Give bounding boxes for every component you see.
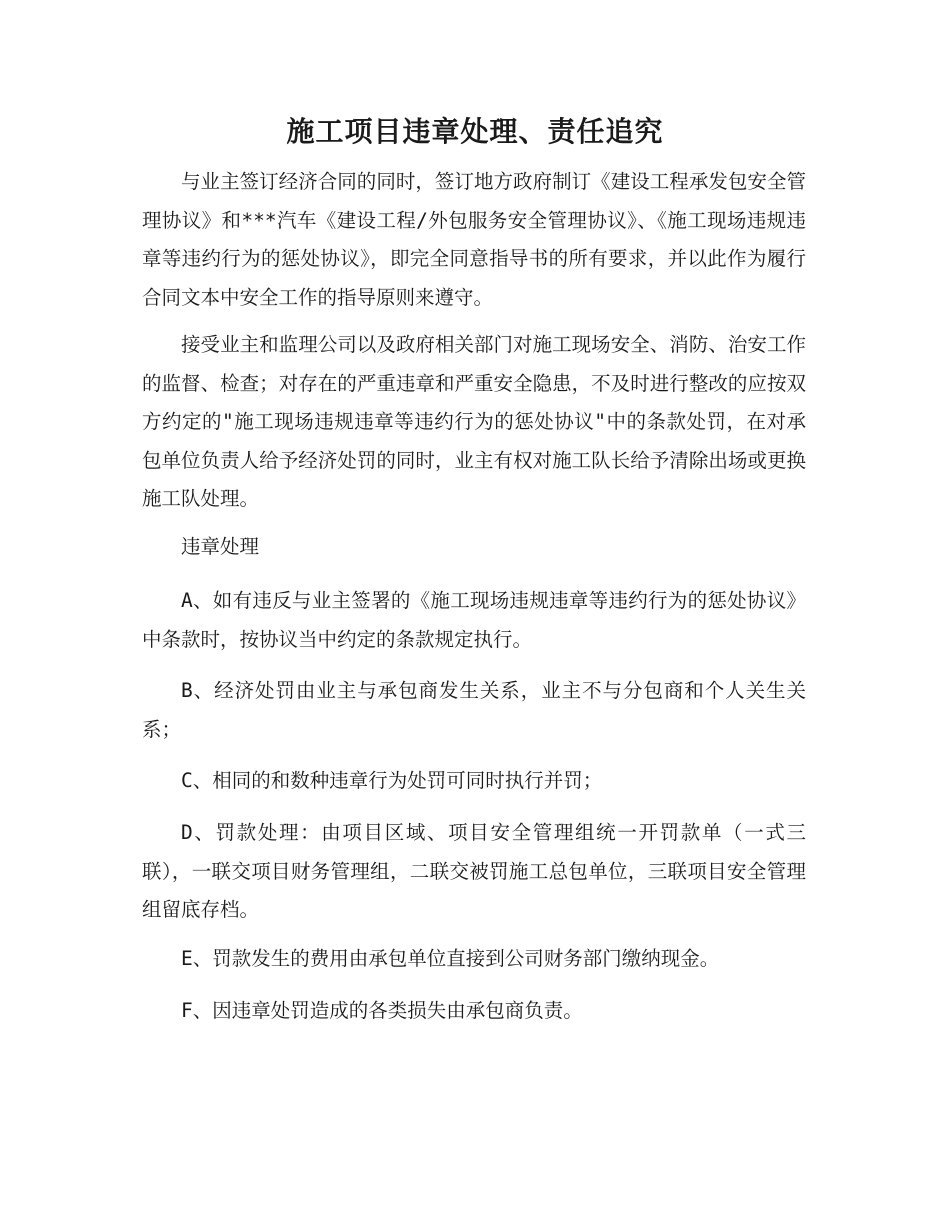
paragraph-item-f: F、因违章处罚造成的各类损失由承包商负责。 [181,999,583,1022]
paragraph-item-b: B、经济处罚由业主与承包商发生关系，业主不与分包商和个人关生关系； [142,679,806,741]
paragraph-item-a: A、如有违反与业主签署的《施工现场违规违章等违约行为的惩处协议》中条款时，按协议当中约定的条款规定执行。 [142,589,806,651]
section-heading-violation-handling: 违章处理 [181,535,260,558]
paragraph-supervision-inspection: 接受业主和监理公司以及政府相关部门对施工现场安全、消防、治安工作的监督、检查；对存在的严重违章和严重安全隐患，不及时进行整改的应按双方约定的"施工现场违规违章等违约行为的惩处协议"中的条款处罚，在对承包单位负责人给予经济处罚的同时，业主有权对施工队长给予清除出场或更换施工队处理。 [142,333,806,510]
paragraph-contract-agreements: 与业主签订经济合同的同时，签订地方政府制订《建设工程承发包安全管理协议》和***汽车《建设工程/外包服务安全管理协议》、《施工现场违规违章等违约行为的惩处协议》，即完全同意指导书的所有要求，并以此作为履行合同文本中安全工作的指导原则来遵守。 [142,170,806,309]
paragraph-item-e: E、罚款发生的费用由承包单位直接到公司财务部门缴纳现金。 [181,947,720,970]
paragraph-item-d: D、罚款处理：由项目区域、项目安全管理组统一开罚款单（一式三联），一联交项目财务管理组，二联交被罚施工总包单位，三联项目安全管理组留底存档。 [142,821,806,921]
document-title: 施工项目违章处理、责任追究 [286,115,664,148]
paragraph-item-c: C、相同的和数种违章行为处罚可同时执行并罚； [181,769,603,792]
